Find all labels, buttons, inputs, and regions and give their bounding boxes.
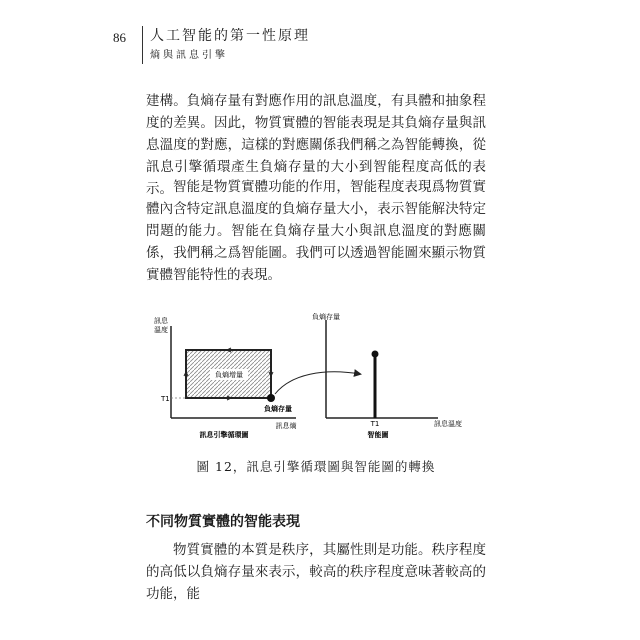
book-title: 人工智能的第一性原理 <box>150 28 310 44</box>
intel-chart-title: 智能圖 <box>367 431 389 439</box>
negentropy-stock-point <box>267 394 275 402</box>
cycle-t1-label: T1 <box>161 395 170 403</box>
figure-caption: 圖 12，訊息引擎循環圖與智能圖的轉換 <box>196 459 436 474</box>
body-paragraph-1: 建構。負熵存量有對應作用的訊息溫度，有具體和抽象程度的差異。因此，物質實體的智能表現是其負熵存量與訊息溫度的對應，這樣的對應關係我們稱之為智能轉換，從訊息引擎循環產生負熵存量的大小到智能程度高低的表示。 <box>146 93 486 197</box>
cycle-y-axis-label-2: 溫度 <box>154 326 168 334</box>
section-heading: 不同物質實體的智能表現 <box>146 514 300 530</box>
page-number: 86 <box>113 30 126 45</box>
cycle-y-axis-label-1: 訊息 <box>154 317 168 325</box>
intel-y-axis-label: 負熵存量 <box>312 313 340 321</box>
cycle-chart-title: 訊息引擎循環圖 <box>199 431 249 439</box>
intel-t1-label: T1 <box>370 420 380 428</box>
negentropy-stock-label: 負熵存量 <box>264 405 292 413</box>
cycle-chart <box>154 316 297 439</box>
figure-12 <box>146 306 486 446</box>
chapter-title: 熵與訊息引擎 <box>150 50 228 61</box>
header-divider <box>142 26 143 64</box>
transition-arrow <box>275 372 360 394</box>
intel-x-axis-label: 訊息溫度 <box>434 420 462 428</box>
body-paragraph-2: 智能是物質實體功能的作用，智能程度表現爲物質實體內含特定訊息溫度的負熵存量大小，表示智能解決特定問題的能力。智能在負熵存量大小與訊息溫度的對應關係，我們稱之爲智能圖。我們可以透過智能圖來顯示物質實體智能特性的表現。 <box>146 179 486 283</box>
intelligence-chart <box>312 312 462 439</box>
intel-value-point <box>372 351 379 358</box>
cycle-x-axis-label: 訊息熵 <box>275 422 297 430</box>
body-paragraph-3: 物質實體的本質是秩序，其屬性則是功能。秩序程度的高低以負熵存量來表示，較高的秩序程度意味著較高的功能，能 <box>146 542 486 602</box>
figure-diagram <box>146 306 486 446</box>
cycle-box-label: 負熵增量 <box>215 371 243 379</box>
